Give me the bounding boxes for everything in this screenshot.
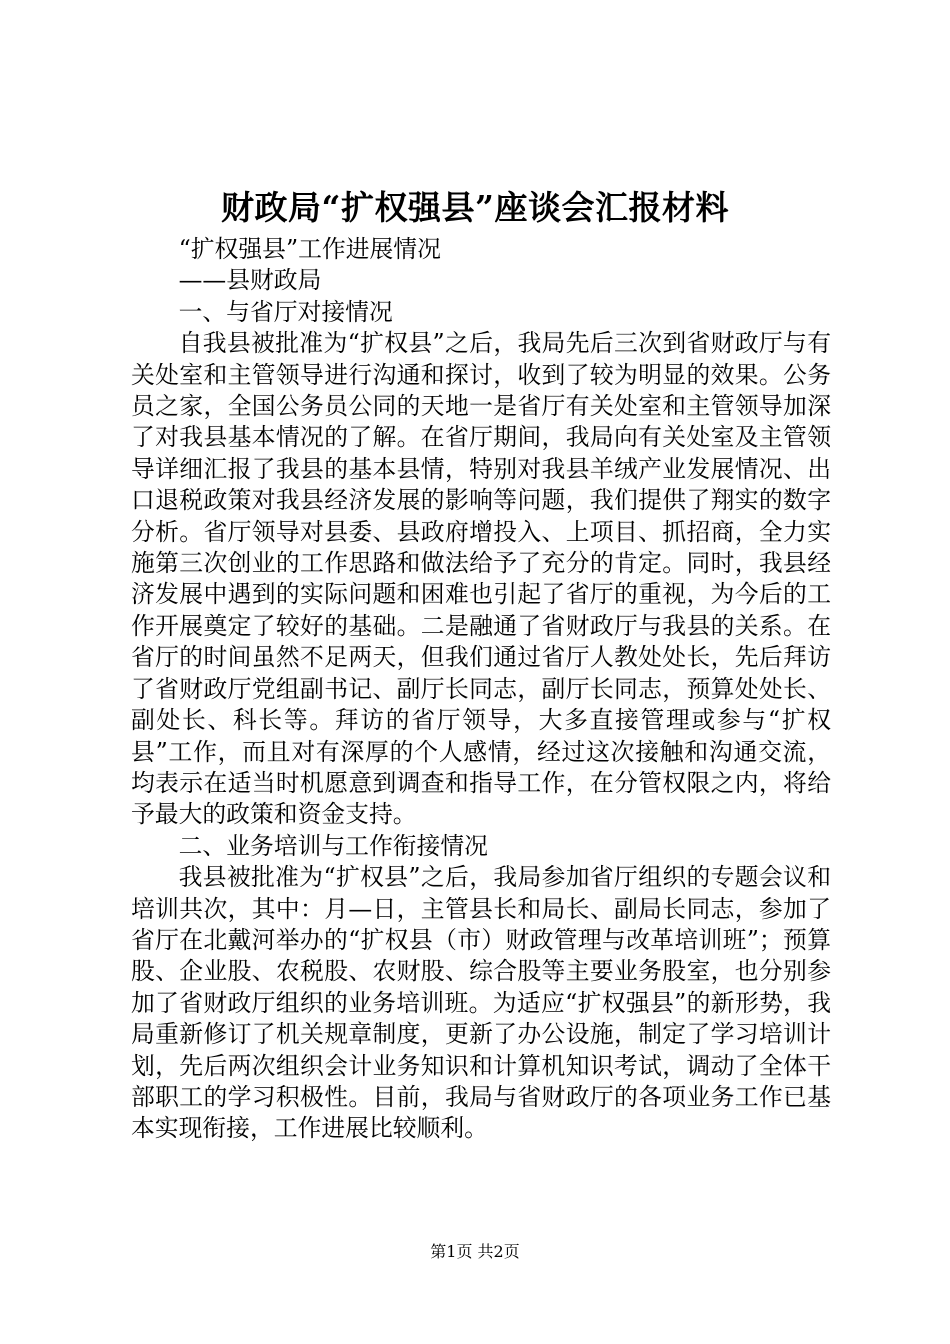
section-heading-2: 二、业务培训与工作衔接情况: [178, 831, 488, 860]
author-line: ——县财政局: [178, 266, 322, 295]
document-body: [131, 234, 831, 1145]
subtitle: “扩权强县”工作进展情况: [178, 235, 441, 263]
body-paragraph-1: 自我县被批准为“扩权县”之后，我局先后三次到省财政厅与有关处室和主管领导进行沟通和探讨，收到了较为明显的效果。公务员之家，全国公务员公同的天地一是省厅有关处室和主管领导加深了对我县基本情况的了解。在省厅期间，我局向有关处室及主管领导详细汇报了我县的基本县情，特别对我县羊绒产业发展情况、出口退税政策对我县经济发展的影响等问题，我们提供了翔实的数字分析。省厅领导对县委、县政府增投入、上项目、抓招商，全力实施第三次创业的工作思路和做法给予了充分的肯定。同时，我县经济发展中遇到的实际问题和困难也引起了省厅的重视，为今后的工作开展奠定了较好的基础。二是融通了省财政厅与我县的关系。在省厅的时间虽然不足两天，但我们通过省厅人教处处长，先后拜访了省财政厅党组副书记、副厅长同志，副厅长同志，预算处处长、副处长、科长等。拜访的省厅领导，大多直接管理或参与“扩权县”工作，而且对有深厚的个人感情，经过这次接触和沟通交流，均表示在适当时机愿意到调查和指导工作，在分管权限之内，将给予最大的政策和资金支持。: [131, 329, 831, 829]
body-paragraph-2: 我县被批准为“扩权县”之后，我局参加省厅组织的专题会议和培训共次，其中：月—日，主管县长和局长、副局长同志，参加了省厅在北戴河举办的“扩权县（市）财政管理与改革培训班”；预算股、企业股、农税股、农财股、综合股等主要业务股室，也分别参加了省财政厅组织的业务培训班。为适应“扩权强县”的新形势，我局重新修订了机关规章制度，更新了办公设施，制定了学习培训计划，先后两次组织会计业务知识和计算机知识考试，调动了全体干部职工的学习积极性。目前，我局与省财政厅的各项业务工作已基本实现衔接，工作进展比较顺利。: [131, 863, 831, 1143]
section-heading-1: 一、与省厅对接情况: [178, 297, 393, 326]
document-title: 财政局“扩权强县”座谈会汇报材料: [221, 188, 729, 227]
page-number-footer: 第1页 共2页: [430, 1242, 520, 1261]
